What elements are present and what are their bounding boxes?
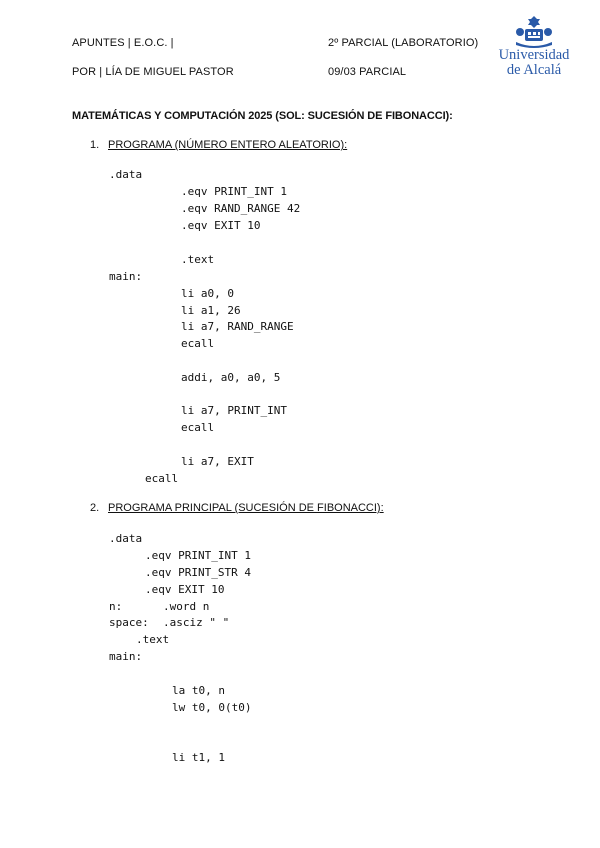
code-line: .eqv EXIT 10 <box>145 583 225 596</box>
code-line: ecall <box>181 337 215 350</box>
code-line: ecall <box>145 472 179 485</box>
header-left-line1: APUNTES | E.O.C. | <box>72 37 174 49</box>
section-1-heading: PROGRAMA (NÚMERO ENTERO ALEATORIO): <box>108 139 348 151</box>
header-right-line1: 2º PARCIAL (LABORATORIO) <box>328 37 479 49</box>
header-right-line2: 09/03 PARCIAL <box>328 66 407 78</box>
code-line: la t0, n <box>172 684 225 697</box>
code-line: addi, a0, a0, 5 <box>181 371 281 384</box>
code-line: .data <box>109 168 143 181</box>
code-line: li a7, RAND_RANGE <box>181 320 294 333</box>
logo-text-line2: de Alcalá <box>506 62 562 78</box>
code-line: .eqv EXIT 10 <box>181 219 261 232</box>
code-line: li a7, EXIT <box>181 455 254 468</box>
code-line: .eqv PRINT_INT 1 <box>145 549 251 562</box>
code-line: n: <box>109 600 123 613</box>
section-1-number: 1. <box>90 139 100 151</box>
code-line: .eqv RAND_RANGE 42 <box>181 202 301 215</box>
code-line: .text <box>181 253 215 266</box>
university-logo <box>494 14 574 80</box>
code-line: main: <box>109 270 143 283</box>
code-line: lw t0, 0(t0) <box>172 701 252 714</box>
header-left-line2: POR | LÍA DE MIGUEL PASTOR <box>72 66 234 78</box>
section-2-heading: PROGRAMA PRINCIPAL (SUCESIÓN DE FIBONACCI): <box>108 502 384 514</box>
code-line: .eqv PRINT_INT 1 <box>181 185 287 198</box>
code-line: li a1, 26 <box>181 304 241 317</box>
code-line: .asciz " " <box>163 616 230 629</box>
code-line: li a0, 0 <box>181 287 234 300</box>
code-line: li t1, 1 <box>172 751 225 764</box>
code-line: space: <box>109 616 149 629</box>
section-2-number: 2. <box>90 502 100 514</box>
code-line: ecall <box>181 421 215 434</box>
code-line: main: <box>109 650 143 663</box>
code-line: .eqv PRINT_STR 4 <box>145 566 251 579</box>
code-line: li a7, PRINT_INT <box>181 404 287 417</box>
university-crest-icon <box>494 14 574 48</box>
code-line: .text <box>136 633 170 646</box>
code-line: .word n <box>163 600 210 613</box>
code-line: .data <box>109 532 143 545</box>
logo-text-line1: Universidad <box>498 47 570 63</box>
document-title: MATEMÁTICAS Y COMPUTACIÓN 2025 (SOL: SUCESIÓN DE FIBONACCI): <box>72 110 453 122</box>
